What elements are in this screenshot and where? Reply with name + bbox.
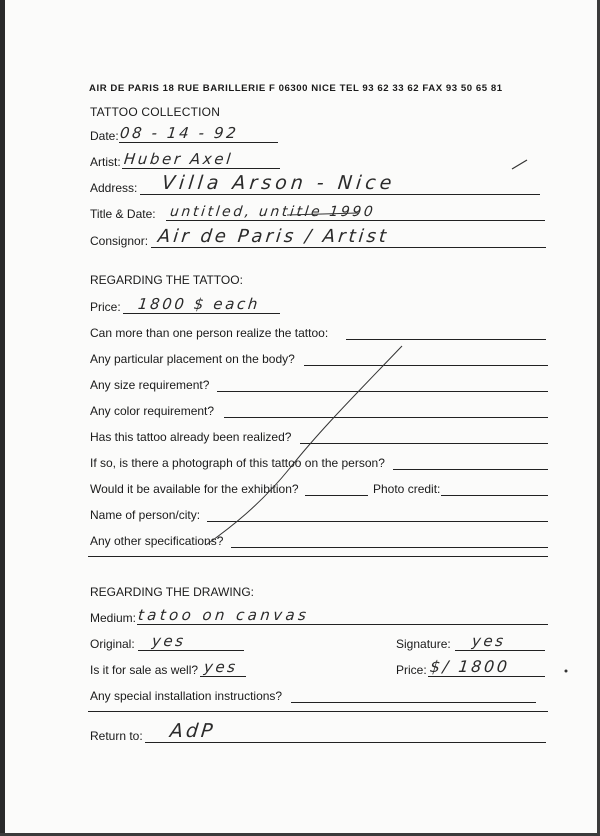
original-value: yes — [151, 632, 187, 650]
q-photo-line — [393, 469, 548, 470]
consignor-value: Air de Paris / Artist — [156, 226, 391, 247]
title-date-value: untitled, untitle 1990 — [169, 204, 377, 220]
original-label: Original: — [90, 637, 135, 651]
q-installation-label: Any special installation instructions? — [90, 689, 283, 703]
q-installation-row — [90, 687, 550, 705]
for-sale-line — [200, 676, 246, 677]
q-name-city-label: Name of person/city: — [90, 508, 201, 522]
for-sale-label: Is it for sale as well? — [90, 663, 199, 677]
return-to-line — [145, 742, 546, 743]
q-color-line — [224, 417, 548, 418]
for-sale-price-row — [90, 657, 550, 679]
tattoo-price-label: Price: — [90, 300, 121, 314]
q-placement-row — [90, 350, 550, 368]
q-exhibition-label: Would it be available for the exhibition? — [90, 482, 299, 496]
consignor-line — [151, 247, 546, 248]
tick-mark-stroke — [512, 160, 527, 169]
q-color-row — [90, 402, 550, 420]
date-line — [119, 142, 278, 143]
q-more-than-one-row — [90, 324, 550, 342]
drawing-price-line — [428, 676, 545, 677]
drawing-extra-line — [88, 711, 548, 712]
consignor-row — [90, 226, 550, 250]
q-realized-label: Has this tattoo already been realized? — [90, 430, 292, 444]
letterhead: AIR DE PARIS 18 RUE BARILLERIE F 06300 NICE TEL 93 62 33 62 FAX 93 50 65 81 — [89, 83, 503, 94]
artist-line — [122, 168, 280, 169]
artist-value: Huber Axel — [123, 150, 234, 168]
signature-line — [455, 650, 545, 651]
q-photo-row — [90, 454, 550, 472]
address-label: Address: — [90, 181, 138, 195]
photo-credit-line — [441, 495, 548, 496]
return-to-row — [90, 720, 550, 745]
q-more-than-one-label: Can more than one person realize the tattoo: — [90, 326, 329, 340]
tattoo-price-row — [90, 295, 290, 316]
q-installation-line — [291, 702, 536, 703]
artist-row — [90, 150, 290, 171]
consignor-label: Consignor: — [90, 234, 149, 248]
q-size-label: Any size requirement? — [90, 378, 210, 392]
title-date-row — [90, 205, 550, 223]
tattoo-price-value: 1800 $ each — [137, 295, 261, 313]
address-line — [140, 194, 540, 195]
q-name-city-line — [207, 521, 548, 522]
q-realized-line — [300, 443, 548, 444]
date-value: 08 - 14 - 92 — [119, 124, 240, 142]
title-date-label: Title & Date: — [90, 207, 156, 221]
q-size-row — [90, 376, 550, 394]
date-row — [90, 124, 290, 145]
photo-credit-label: Photo credit: — [373, 482, 441, 496]
tattoo-price-line — [123, 313, 280, 314]
medium-label: Medium: — [90, 611, 137, 625]
q-name-city-row — [90, 506, 550, 524]
q-more-than-one-line — [346, 339, 546, 340]
ink-dot — [565, 670, 568, 673]
scan-edge-left — [0, 0, 5, 836]
q-color-label: Any color requirement? — [90, 404, 215, 418]
original-signature-row — [90, 632, 550, 653]
q-size-line — [217, 391, 548, 392]
signature-value: yes — [471, 632, 507, 650]
tattoo-section-heading: REGARDING THE TATTOO: — [90, 273, 243, 287]
return-to-value: AdP — [168, 720, 217, 742]
signature-label: Signature: — [396, 637, 451, 651]
q-photo-label: If so, is there a photograph of this tattoo on the person? — [90, 456, 385, 470]
q-placement-label: Any particular placement on the body? — [90, 352, 295, 366]
date-label: Date: — [90, 129, 119, 143]
for-sale-value: yes — [203, 658, 239, 676]
q-placement-line — [304, 365, 548, 366]
artist-label: Artist: — [90, 155, 121, 169]
original-line — [138, 650, 244, 651]
tattoo-extra-line — [88, 556, 548, 557]
drawing-section-heading: REGARDING THE DRAWING: — [90, 585, 255, 599]
q-exhibition-line — [305, 495, 368, 496]
drawing-price-value: $/ 1800 — [429, 657, 511, 676]
return-to-label: Return to: — [90, 729, 143, 743]
q-other-row — [90, 532, 550, 550]
address-row — [90, 172, 550, 197]
title-date-line — [166, 220, 545, 221]
medium-value: tatoo on canvas — [137, 606, 311, 624]
q-other-label: Any other specifications? — [90, 534, 224, 548]
q-exhibition-row — [90, 480, 550, 498]
q-other-line — [231, 547, 548, 548]
q-realized-row — [90, 428, 550, 446]
drawing-price-label: Price: — [396, 663, 427, 677]
medium-row — [90, 606, 550, 627]
address-value: Villa Arson - Nice — [160, 172, 397, 194]
medium-line — [137, 624, 548, 625]
form-title: TATTOO COLLECTION — [90, 105, 221, 119]
